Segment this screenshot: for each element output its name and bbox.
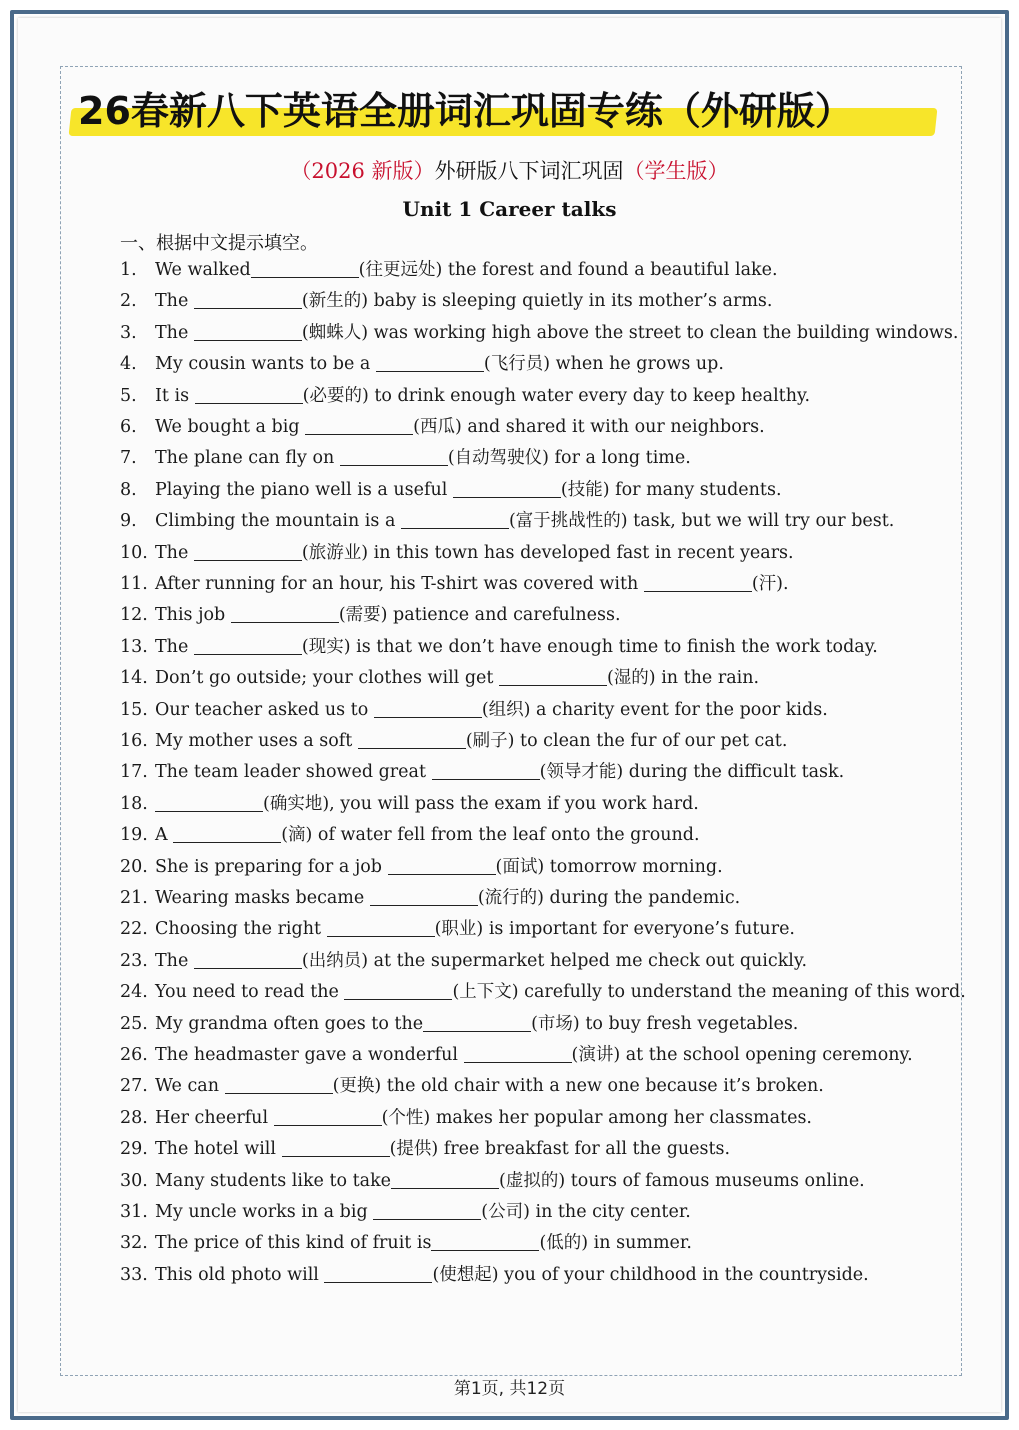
answer-blank[interactable] (464, 1045, 572, 1063)
question-hint: (职业) is important for everyone’s future. (434, 919, 795, 940)
question-text-before: The (155, 322, 194, 343)
subtitle-edition: （2026 新版） (290, 159, 435, 183)
subtitle-main: 外研版八下词汇巩固 (434, 159, 624, 183)
question-text-before: This job (155, 605, 231, 626)
question-text (155, 634, 878, 660)
question-item (0, 791, 1019, 817)
question-item (0, 508, 1019, 534)
question-text-before: The price of this kind of fruit is (155, 1233, 432, 1254)
question-text (155, 1262, 869, 1288)
question-item (0, 885, 1019, 911)
answer-blank[interactable] (225, 1076, 333, 1094)
question-text-before: Her cheerful (155, 1107, 274, 1128)
question-text (155, 665, 759, 691)
question-text (155, 1199, 691, 1225)
question-item (0, 320, 1019, 346)
question-item (0, 351, 1019, 377)
question-number: 11. (120, 574, 148, 594)
question-hint: (提供) free breakfast for all the guests. (389, 1139, 731, 1160)
question-hint: (湿的) in the rain. (606, 668, 760, 689)
question-text (155, 1136, 730, 1162)
answer-blank[interactable] (370, 888, 478, 906)
question-text (155, 885, 740, 911)
question-text-before: A (155, 825, 174, 846)
question-text (155, 948, 807, 974)
question-number: 1. (120, 260, 137, 280)
question-number: 9. (120, 511, 137, 532)
answer-blank[interactable] (194, 951, 302, 969)
question-text-before: My uncle works in a big (155, 1202, 374, 1222)
answer-blank[interactable] (324, 1265, 432, 1283)
question-text (155, 477, 782, 503)
unit-title: Unit 1 Career talks (402, 197, 617, 221)
question-text (155, 383, 810, 409)
question-number: 14. (120, 668, 148, 689)
question-item (0, 759, 1019, 785)
question-item (0, 1011, 1019, 1037)
question-hint: (汗). (751, 574, 789, 594)
question-number: 6. (120, 417, 137, 437)
question-number: 31. (120, 1202, 148, 1222)
question-text (155, 320, 958, 346)
answer-blank[interactable] (173, 825, 281, 843)
question-hint: (蜘蛛人) was working high above the street to clean the building windows. (301, 322, 959, 343)
question-number: 24. (120, 982, 148, 1003)
question-number: 25. (120, 1013, 148, 1034)
question-item (0, 445, 1019, 471)
question-item (0, 383, 1019, 409)
question-text (155, 257, 778, 283)
question-hint: (面试) tomorrow morning. (495, 856, 723, 877)
question-text-before: My cousin wants to be a (155, 354, 376, 375)
question-item (0, 1105, 1019, 1131)
question-item (0, 1262, 1019, 1288)
question-number: 16. (120, 731, 148, 751)
question-hint: (自动驾驶仪) for a long time. (447, 448, 691, 469)
answer-blank[interactable] (282, 1139, 390, 1157)
question-number: 18. (120, 793, 148, 814)
question-number: 2. (120, 291, 137, 312)
question-hint: (新生的) baby is sleeping quietly in its mother’s arms. (301, 291, 773, 312)
answer-blank[interactable] (251, 260, 359, 278)
question-item (0, 697, 1019, 723)
question-item (0, 414, 1019, 440)
answer-blank[interactable] (194, 291, 302, 309)
question-hint: (滴) of water fell from the leaf onto the ground. (281, 825, 700, 846)
question-number: 32. (120, 1233, 148, 1254)
question-item (0, 1042, 1019, 1068)
answer-blank[interactable] (155, 794, 263, 812)
question-item (0, 979, 1019, 1005)
question-text-before: This old photo will (155, 1264, 325, 1285)
question-hint: (领导才能) during the difficult task. (539, 762, 845, 783)
question-hint: (西瓜) and shared it with our neighbors. (413, 417, 765, 437)
subtitle (0, 155, 1019, 185)
question-text (155, 1105, 812, 1131)
question-text (155, 822, 700, 848)
question-number: 23. (120, 950, 148, 971)
question-hint: (流行的) during the pandemic. (477, 888, 741, 908)
question-text-before: Our teacher asked us to (155, 699, 374, 720)
question-hint: (出纳员) at the supermarket helped me check out quickly. (301, 950, 808, 971)
question-text-before: The (155, 636, 194, 657)
question-item (0, 1136, 1019, 1162)
question-text-before: Wearing masks became (155, 888, 370, 908)
answer-blank[interactable] (423, 1014, 531, 1032)
question-text (155, 854, 723, 880)
question-number: 7. (120, 448, 137, 469)
answer-blank[interactable] (401, 511, 509, 529)
question-text-before: The headmaster gave a wonderful (155, 1045, 464, 1065)
page-title: 26春新八下英语全册词汇巩固专练（外研版） (78, 89, 853, 133)
question-text-before: My grandma often goes to the (155, 1013, 424, 1034)
question-hint: (飞行员) when he grows up. (483, 354, 724, 375)
answer-blank[interactable] (344, 982, 452, 1000)
question-number: 27. (120, 1076, 148, 1097)
question-text-before: She is preparing for a job (155, 856, 388, 877)
question-item (0, 288, 1019, 314)
question-number: 12. (120, 605, 148, 626)
question-item (0, 948, 1019, 974)
question-text-before: You need to read the (155, 982, 345, 1003)
question-item (0, 1168, 1019, 1194)
question-text-before: Many students like to take (155, 1170, 392, 1191)
question-number: 22. (120, 919, 148, 940)
question-text-before: The (155, 542, 194, 563)
answer-blank[interactable] (644, 574, 752, 592)
answer-blank[interactable] (194, 323, 302, 341)
answer-blank[interactable] (373, 1202, 481, 1220)
question-text-before: We bought a big (155, 417, 306, 437)
question-text (155, 602, 621, 628)
question-hint: (现实) is that we don’t have enough time to finish the work today. (301, 636, 878, 657)
question-hint: (刷子) to clean the fur of our pet cat. (465, 731, 788, 751)
question-text (155, 979, 966, 1005)
answer-blank[interactable] (376, 354, 484, 372)
question-text-before: The plane can fly on (155, 448, 340, 469)
question-hint: (需要) patience and carefulness. (338, 605, 621, 626)
question-text (155, 414, 765, 440)
question-text-before: We can (155, 1076, 225, 1097)
question-number: 8. (120, 479, 137, 500)
question-hint: (虚拟的) tours of famous museums online. (499, 1170, 865, 1191)
question-number: 26. (120, 1045, 148, 1065)
question-text (155, 1168, 865, 1194)
question-item (0, 854, 1019, 880)
question-text (155, 1230, 692, 1256)
question-hint: (组织) a charity event for the poor kids. (481, 699, 828, 720)
question-hint: (必要的) to drink enough water every day to keep healthy. (302, 385, 811, 406)
answer-blank[interactable] (194, 543, 302, 561)
question-item (0, 665, 1019, 691)
question-hint: (使想起) you of your childhood in the countryside. (432, 1264, 869, 1285)
question-text (155, 540, 794, 566)
question-text-before: Climbing the mountain is a (155, 511, 401, 532)
title-banner (64, 78, 944, 136)
question-text-before: The hotel will (155, 1139, 282, 1160)
answer-blank[interactable] (327, 919, 435, 937)
answer-blank[interactable] (388, 857, 496, 875)
question-hint: (富于挑战性的) task, but we will try our best. (508, 511, 895, 532)
question-hint: (演讲) at the school opening ceremony. (571, 1045, 913, 1065)
question-item (0, 728, 1019, 754)
question-hint: (市场) to buy fresh vegetables. (531, 1013, 799, 1034)
answer-blank[interactable] (391, 1171, 499, 1189)
question-number: 30. (120, 1170, 148, 1191)
question-text-before: The team leader showed great (155, 762, 432, 783)
answer-blank[interactable] (499, 668, 607, 686)
question-text (155, 351, 724, 377)
question-number: 5. (120, 385, 137, 406)
question-item (0, 1073, 1019, 1099)
question-item (0, 634, 1019, 660)
question-number: 3. (120, 322, 137, 343)
question-number: 4. (120, 354, 137, 375)
question-item (0, 540, 1019, 566)
question-number: 17. (120, 762, 148, 783)
question-text-before: Playing the piano well is a useful (155, 479, 453, 500)
question-number: 29. (120, 1139, 148, 1160)
question-number: 28. (120, 1107, 148, 1128)
page-number: 第1页, 共12页 (453, 1379, 566, 1399)
answer-blank[interactable] (432, 762, 540, 780)
question-text-before: It is (155, 385, 195, 406)
question-text (155, 791, 699, 817)
question-text (155, 759, 844, 785)
question-hint: (个性) makes her popular among her classmates. (381, 1107, 812, 1128)
question-text (155, 1011, 798, 1037)
question-item (0, 916, 1019, 942)
question-number: 19. (120, 825, 148, 846)
subtitle-version: （学生版） (623, 159, 729, 183)
answer-blank[interactable] (231, 605, 339, 623)
question-hint: (更换) the old chair with a new one because it’s broken. (332, 1076, 824, 1097)
answer-blank[interactable] (358, 731, 466, 749)
answer-blank[interactable] (374, 700, 482, 718)
question-hint: (确实地), you will pass the exam if you work hard. (263, 793, 699, 814)
question-text-before: My mother uses a soft (155, 731, 358, 751)
question-hint: (往更远处) the forest and found a beautiful lake. (358, 260, 778, 280)
question-hint: (技能) for many students. (560, 479, 782, 500)
question-item (0, 1230, 1019, 1256)
answer-blank[interactable] (274, 1108, 382, 1126)
question-item (0, 477, 1019, 503)
question-text (155, 508, 894, 534)
question-item (0, 822, 1019, 848)
question-text (155, 1042, 913, 1068)
question-number: 20. (120, 856, 148, 877)
question-text-before: Don’t go outside; your clothes will get (155, 668, 499, 689)
question-number: 15. (120, 699, 148, 720)
question-text (155, 916, 795, 942)
question-text (155, 445, 691, 471)
answer-blank[interactable] (453, 480, 561, 498)
question-item (0, 571, 1019, 597)
answer-blank[interactable] (340, 448, 448, 466)
question-number: 33. (120, 1264, 148, 1285)
question-text-before: After running for an hour, his T-shirt was covered with (155, 574, 644, 594)
question-item (0, 257, 1019, 283)
question-hint: (旅游业) in this town has developed fast in recent years. (301, 542, 794, 563)
question-text-before: We walked (155, 260, 251, 280)
question-hint: (上下文) carefully to understand the meaning of this word. (452, 982, 966, 1003)
question-number: 13. (120, 636, 148, 657)
question-item (0, 1199, 1019, 1225)
question-hint: (低的) in summer. (539, 1233, 692, 1254)
question-text (155, 288, 772, 314)
question-text (155, 571, 789, 597)
question-text (155, 697, 828, 723)
question-text-before: The (155, 291, 194, 312)
question-number: 10. (120, 542, 148, 563)
question-text (155, 728, 787, 754)
answer-blank[interactable] (305, 417, 413, 435)
question-text (155, 1073, 824, 1099)
question-item (0, 602, 1019, 628)
answer-blank[interactable] (195, 386, 303, 404)
question-hint: (公司) in the city center. (481, 1202, 691, 1222)
answer-blank[interactable] (431, 1233, 539, 1251)
question-text-before: The (155, 950, 194, 971)
answer-blank[interactable] (194, 637, 302, 655)
question-text-before: Choosing the right (155, 919, 327, 940)
section-heading: 一、根据中文提示填空。 (120, 233, 318, 254)
question-number: 21. (120, 888, 148, 908)
